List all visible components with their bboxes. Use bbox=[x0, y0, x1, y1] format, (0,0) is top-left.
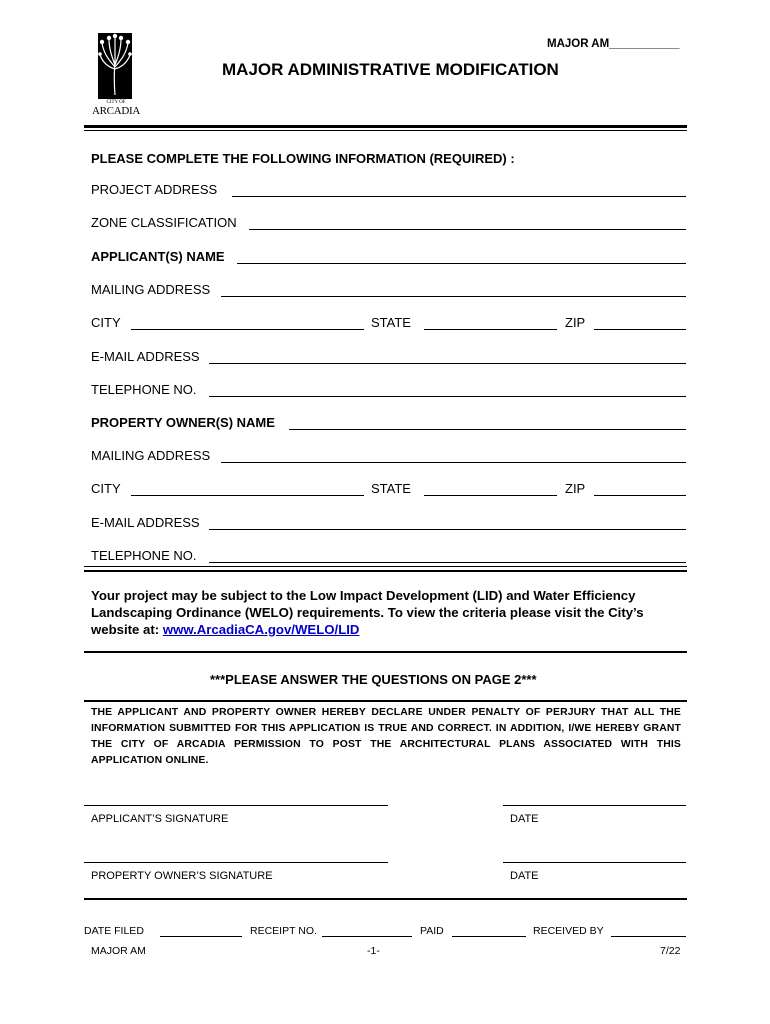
applicant-date-label: DATE bbox=[510, 813, 539, 825]
owner-mailing-label: MAILING ADDRESS bbox=[91, 448, 211, 463]
date-filed-line[interactable] bbox=[160, 936, 242, 937]
lid-welo-notice bbox=[91, 587, 683, 638]
applicant-state-input[interactable] bbox=[424, 329, 557, 330]
applicant-mailing-input[interactable] bbox=[221, 296, 686, 297]
applicant-signature-line[interactable] bbox=[84, 805, 388, 806]
section-rule-3 bbox=[84, 700, 687, 702]
owner-city-input[interactable] bbox=[131, 495, 364, 496]
header-rule-thin bbox=[84, 130, 687, 131]
applicant-email-label: E-MAIL ADDRESS bbox=[91, 349, 200, 364]
project-address-label: PROJECT ADDRESS bbox=[91, 182, 218, 197]
applicant-signature-label: APPLICANT’S SIGNATURE bbox=[91, 813, 229, 825]
received-by-label: RECEIVED BY bbox=[533, 925, 604, 937]
applicant-state-label: STATE bbox=[371, 315, 411, 330]
page-title: MAJOR ADMINISTRATIVE MODIFICATION bbox=[222, 60, 559, 79]
owner-state-input[interactable] bbox=[424, 495, 557, 496]
received-by-line[interactable] bbox=[611, 936, 686, 937]
applicant-phone-input[interactable] bbox=[209, 396, 686, 397]
applicant-city-label: CITY bbox=[91, 315, 121, 330]
owner-name-input[interactable] bbox=[289, 429, 686, 430]
footer-form-code: MAJOR AM bbox=[91, 945, 146, 957]
applicant-city-input[interactable] bbox=[131, 329, 364, 330]
applicant-name-input[interactable] bbox=[237, 263, 686, 264]
owner-email-label: E-MAIL ADDRESS bbox=[91, 515, 200, 530]
lid-welo-notice-text: Your project may be subject to the Low Impact Development (LID) and Water Efficiency Landscaping Ordinance (WELO) requirements. To view the criteria please visit the City’s website at: bbox=[91, 588, 644, 637]
section-rule-2 bbox=[84, 651, 687, 653]
applicant-zip-label: ZIP bbox=[565, 315, 586, 330]
paid-label: PAID bbox=[420, 925, 444, 937]
applicant-date-line[interactable] bbox=[503, 805, 686, 806]
date-filed-label: DATE FILED bbox=[84, 925, 144, 937]
project-address-input[interactable] bbox=[232, 196, 686, 197]
section-rule-1b bbox=[84, 570, 687, 572]
owner-signature-label: PROPERTY OWNER’S SIGNATURE bbox=[91, 870, 273, 882]
page2-notice: ***PLEASE ANSWER THE QUESTIONS ON PAGE 2*** bbox=[210, 672, 537, 687]
office-use-rule bbox=[84, 898, 687, 900]
owner-phone-label: TELEPHONE NO. bbox=[91, 548, 197, 563]
header-rule-thick bbox=[84, 125, 687, 128]
owner-mailing-input[interactable] bbox=[221, 462, 686, 463]
receipt-no-label: RECEIPT NO. bbox=[250, 925, 317, 937]
owner-phone-input[interactable] bbox=[209, 562, 686, 563]
logo-arcadia-text: ARCADIA bbox=[91, 105, 140, 117]
owner-zip-label: ZIP bbox=[565, 481, 586, 496]
applicant-zip-input[interactable] bbox=[594, 329, 686, 330]
applicant-name-label: APPLICANT(S) NAME bbox=[91, 249, 225, 264]
owner-city-label: CITY bbox=[91, 481, 121, 496]
owner-name-label: PROPERTY OWNER(S) NAME bbox=[91, 415, 275, 430]
zone-classification-label: ZONE CLASSIFICATION bbox=[91, 215, 237, 230]
declaration-text: THE APPLICANT AND PROPERTY OWNER HEREBY DECLARE UNDER PENALTY OF PERJURY THAT ALL THE INFORMATION SUBMITTED FOR THIS APPLICATION IS TRUE AND CORRECT. IN ADDITION, I/WE HEREBY GRANT THE CITY OF ARCADIA PERMISSION TO POST THE ARCHITECTURAL PLANS ASSOCIATED WITH THIS APPLICATION ONLINE. bbox=[91, 707, 681, 766]
footer-page-number: -1- bbox=[367, 945, 380, 957]
applicant-phone-label: TELEPHONE NO. bbox=[91, 382, 197, 397]
instructions-text: PLEASE COMPLETE THE FOLLOWING INFORMATION (REQUIRED) : bbox=[91, 151, 515, 166]
receipt-no-line[interactable] bbox=[322, 936, 412, 937]
footer-revision: 7/22 bbox=[660, 945, 681, 957]
owner-zip-input[interactable] bbox=[594, 495, 686, 496]
owner-signature-line[interactable] bbox=[84, 862, 388, 863]
paid-line[interactable] bbox=[452, 936, 526, 937]
applicant-mailing-label: MAILING ADDRESS bbox=[91, 282, 211, 297]
logo-city-of: CITY OF bbox=[106, 100, 126, 105]
section-rule-1a bbox=[84, 566, 687, 567]
owner-email-input[interactable] bbox=[209, 529, 686, 530]
owner-date-label: DATE bbox=[510, 870, 539, 882]
welo-lid-link[interactable]: www.ArcadiaCA.gov/WELO/LID bbox=[162, 622, 360, 637]
zone-classification-input[interactable] bbox=[249, 229, 686, 230]
form-number-label: MAJOR AM___________ bbox=[547, 38, 680, 50]
applicant-email-input[interactable] bbox=[209, 363, 686, 364]
owner-state-label: STATE bbox=[371, 481, 411, 496]
city-logo bbox=[92, 33, 140, 119]
owner-date-line[interactable] bbox=[503, 862, 686, 863]
